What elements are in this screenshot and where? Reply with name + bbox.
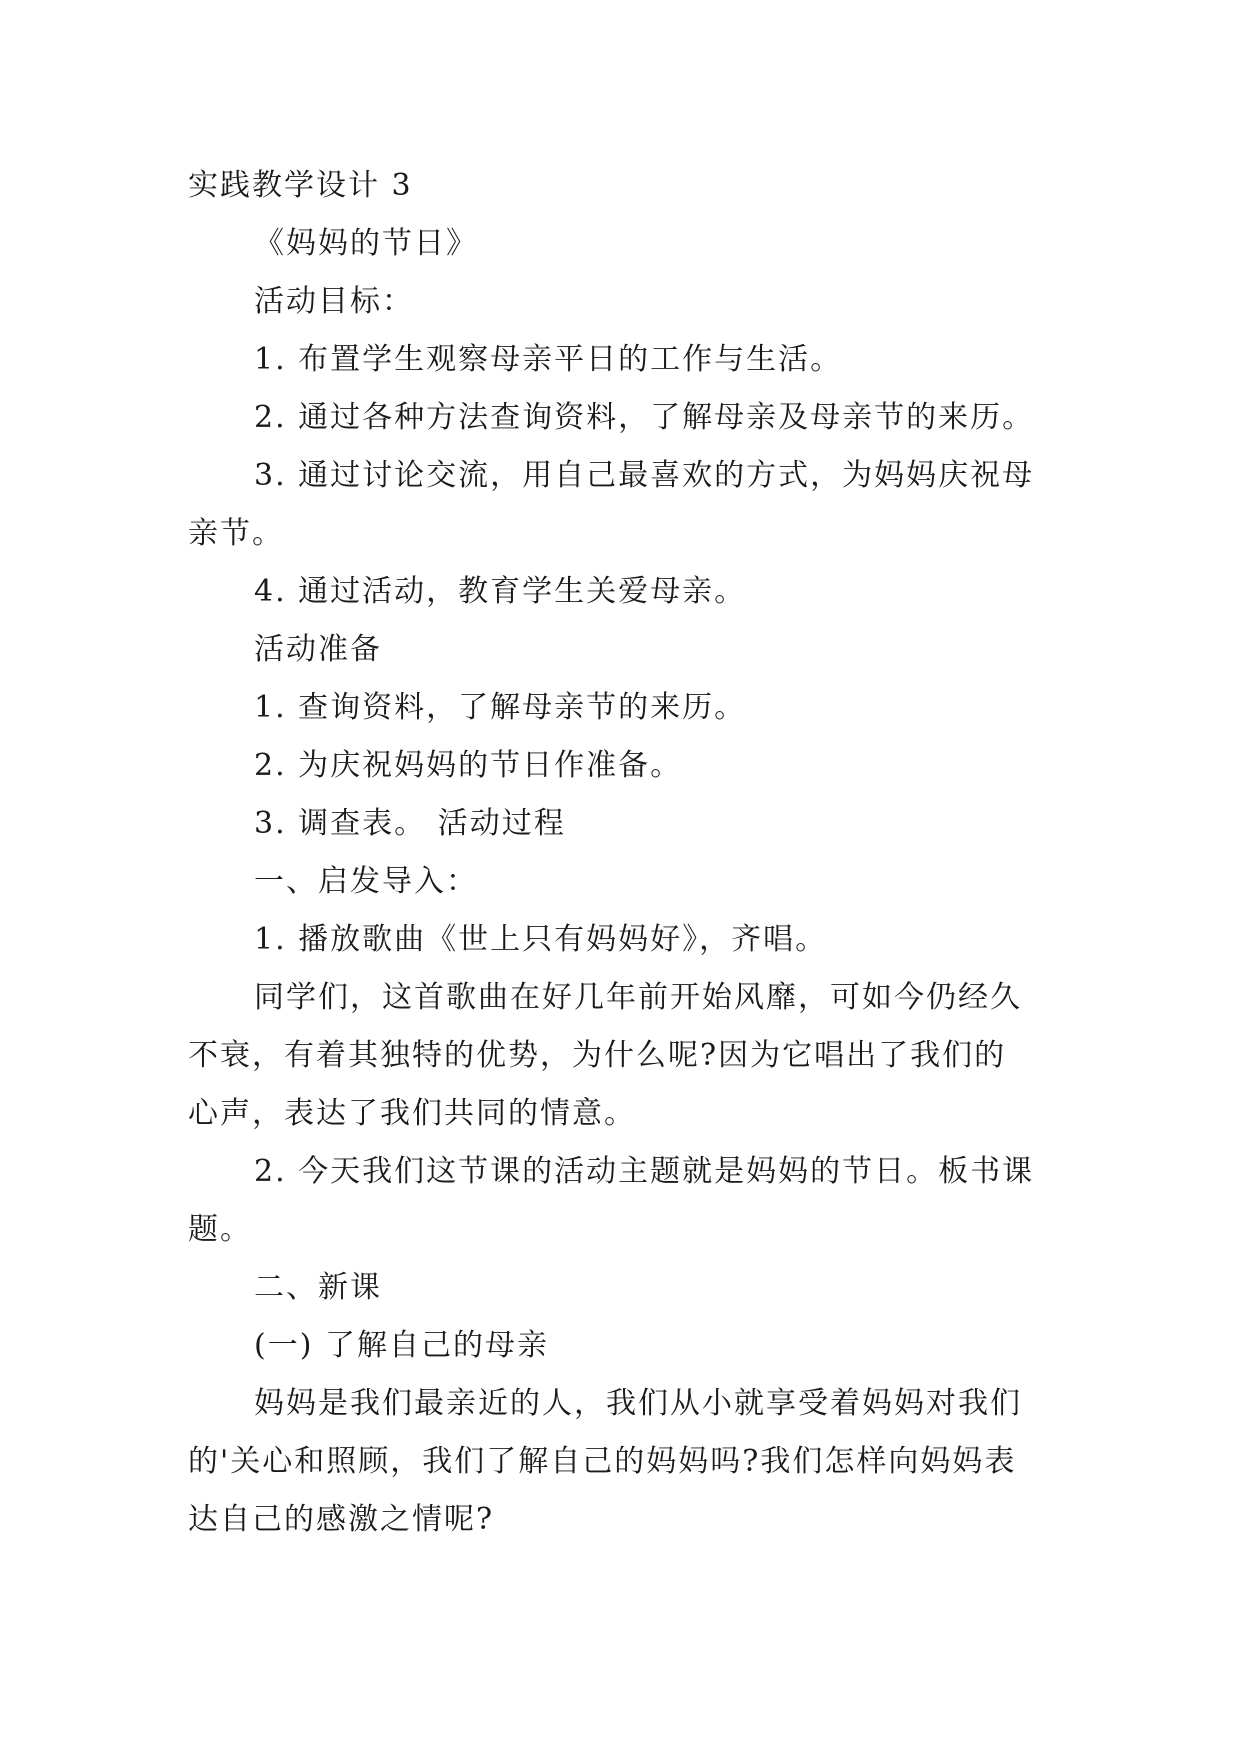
goal-item-3-continued: 亲节。	[188, 516, 284, 551]
preparation-item-2: 2. 为庆祝妈妈的节日作准备。	[254, 748, 683, 783]
paragraph-line: 同学们，这首歌曲在好几年前开始风靡，可如今仍经久	[254, 980, 1022, 1015]
lesson-title: 《妈妈的节日》	[254, 226, 478, 261]
section-heading-new-lesson: 二、新课	[254, 1270, 382, 1305]
subsection-heading: (一) 了解自己的母亲	[254, 1328, 549, 1363]
intro-item-1: 1. 播放歌曲《世上只有妈妈好》，齐唱。	[254, 922, 828, 957]
goal-item-3: 3. 通过讨论交流，用自己最喜欢的方式，为妈妈庆祝母	[254, 458, 1035, 493]
section-heading-preparation: 活动准备	[254, 632, 382, 667]
goal-item-2: 2. 通过各种方法查询资料，了解母亲及母亲节的来历。	[254, 400, 1035, 435]
section-heading-intro: 一、启发导入：	[254, 864, 478, 899]
goal-item-4: 4. 通过活动，教育学生关爱母亲。	[254, 574, 747, 609]
preparation-item-3: 3. 调查表。 活动过程	[254, 806, 566, 841]
section-heading-goals: 活动目标：	[254, 284, 414, 319]
preparation-item-1: 1. 查询资料，了解母亲节的来历。	[254, 690, 747, 725]
paragraph-line: 达自己的感激之情呢?	[188, 1502, 495, 1537]
intro-item-2: 2. 今天我们这节课的活动主题就是妈妈的节日。板书课	[254, 1154, 1035, 1189]
intro-item-2-continued: 题。	[188, 1212, 252, 1247]
document-title: 实践教学设计 3	[188, 168, 413, 203]
paragraph-line: 心声，表达了我们共同的情意。	[188, 1096, 636, 1131]
paragraph-line: 不衰，有着其独特的优势，为什么呢?因为它唱出了我们的	[188, 1038, 1007, 1073]
paragraph-line: 妈妈是我们最亲近的人，我们从小就享受着妈妈对我们	[254, 1386, 1022, 1421]
paragraph-line: 的'关心和照顾，我们了解自己的妈妈吗?我们怎样向妈妈表	[188, 1444, 1017, 1479]
goal-item-1: 1. 布置学生观察母亲平日的工作与生活。	[254, 342, 843, 377]
